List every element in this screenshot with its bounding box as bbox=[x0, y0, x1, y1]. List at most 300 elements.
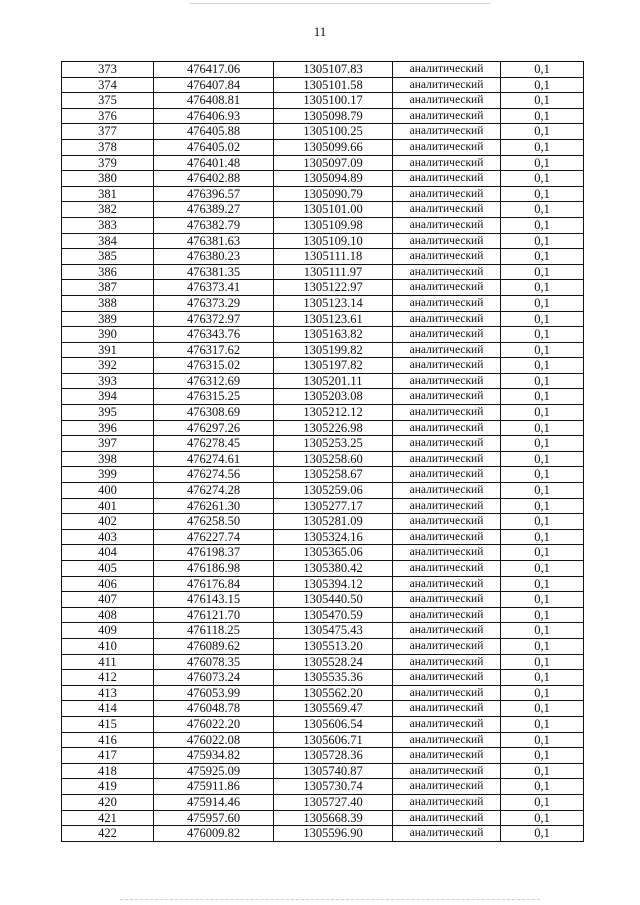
point-number-cell: 375 bbox=[62, 93, 154, 109]
accuracy-cell: 0,1 bbox=[501, 249, 584, 265]
method-cell: аналитический bbox=[393, 264, 501, 280]
accuracy-cell: 0,1 bbox=[501, 389, 584, 405]
method-cell: аналитический bbox=[393, 77, 501, 93]
scan-bottom-edge-line bbox=[120, 899, 540, 900]
table-row bbox=[62, 638, 584, 654]
y-coordinate-cell: 1305111.97 bbox=[274, 264, 393, 280]
table-row bbox=[62, 124, 584, 140]
point-number-cell: 387 bbox=[62, 280, 154, 296]
method-cell: аналитический bbox=[393, 108, 501, 124]
method-cell: аналитический bbox=[393, 498, 501, 514]
point-number-cell: 382 bbox=[62, 202, 154, 218]
method-cell: аналитический bbox=[393, 124, 501, 140]
method-cell: аналитический bbox=[393, 514, 501, 530]
method-cell: аналитический bbox=[393, 436, 501, 452]
table-row bbox=[62, 654, 584, 670]
table-row bbox=[62, 436, 584, 452]
table-row bbox=[62, 498, 584, 514]
y-coordinate-cell: 1305730.74 bbox=[274, 779, 393, 795]
table-row bbox=[62, 77, 584, 93]
y-coordinate-cell: 1305109.98 bbox=[274, 217, 393, 233]
x-coordinate-cell: 475925.09 bbox=[154, 763, 274, 779]
x-coordinate-cell: 476274.61 bbox=[154, 451, 274, 467]
accuracy-cell: 0,1 bbox=[501, 186, 584, 202]
method-cell: аналитический bbox=[393, 295, 501, 311]
table-row bbox=[62, 186, 584, 202]
accuracy-cell: 0,1 bbox=[501, 716, 584, 732]
method-cell: аналитический bbox=[393, 826, 501, 842]
table-row bbox=[62, 233, 584, 249]
y-coordinate-cell: 1305100.25 bbox=[274, 124, 393, 140]
y-coordinate-cell: 1305562.20 bbox=[274, 685, 393, 701]
x-coordinate-cell: 475914.46 bbox=[154, 794, 274, 810]
x-coordinate-cell: 476308.69 bbox=[154, 405, 274, 421]
table-row bbox=[62, 670, 584, 686]
x-coordinate-cell: 476118.25 bbox=[154, 623, 274, 639]
accuracy-cell: 0,1 bbox=[501, 654, 584, 670]
method-cell: аналитический bbox=[393, 155, 501, 171]
table-row bbox=[62, 373, 584, 389]
x-coordinate-cell: 476186.98 bbox=[154, 561, 274, 577]
table-row bbox=[62, 763, 584, 779]
point-number-cell: 412 bbox=[62, 670, 154, 686]
x-coordinate-cell: 476022.20 bbox=[154, 716, 274, 732]
accuracy-cell: 0,1 bbox=[501, 280, 584, 296]
point-number-cell: 409 bbox=[62, 623, 154, 639]
accuracy-cell: 0,1 bbox=[501, 748, 584, 764]
point-number-cell: 397 bbox=[62, 436, 154, 452]
x-coordinate-cell: 476198.37 bbox=[154, 545, 274, 561]
accuracy-cell: 0,1 bbox=[501, 576, 584, 592]
table-row bbox=[62, 217, 584, 233]
x-coordinate-cell: 476405.02 bbox=[154, 139, 274, 155]
y-coordinate-cell: 1305259.06 bbox=[274, 483, 393, 499]
method-cell: аналитический bbox=[393, 405, 501, 421]
table-row bbox=[62, 264, 584, 280]
point-number-cell: 392 bbox=[62, 358, 154, 374]
method-cell: аналитический bbox=[393, 732, 501, 748]
method-cell: аналитический bbox=[393, 763, 501, 779]
table-row bbox=[62, 826, 584, 842]
y-coordinate-cell: 1305740.87 bbox=[274, 763, 393, 779]
point-number-cell: 421 bbox=[62, 810, 154, 826]
accuracy-cell: 0,1 bbox=[501, 295, 584, 311]
point-number-cell: 395 bbox=[62, 405, 154, 421]
x-coordinate-cell: 476274.56 bbox=[154, 467, 274, 483]
x-coordinate-cell: 476053.99 bbox=[154, 685, 274, 701]
point-number-cell: 410 bbox=[62, 638, 154, 654]
x-coordinate-cell: 476121.70 bbox=[154, 607, 274, 623]
table-row bbox=[62, 62, 584, 78]
x-coordinate-cell: 475911.86 bbox=[154, 779, 274, 795]
y-coordinate-cell: 1305606.71 bbox=[274, 732, 393, 748]
y-coordinate-cell: 1305394.12 bbox=[274, 576, 393, 592]
method-cell: аналитический bbox=[393, 451, 501, 467]
table-row bbox=[62, 155, 584, 171]
accuracy-cell: 0,1 bbox=[501, 233, 584, 249]
y-coordinate-cell: 1305727.40 bbox=[274, 794, 393, 810]
x-coordinate-cell: 476009.82 bbox=[154, 826, 274, 842]
accuracy-cell: 0,1 bbox=[501, 561, 584, 577]
y-coordinate-cell: 1305123.61 bbox=[274, 311, 393, 327]
y-coordinate-cell: 1305099.66 bbox=[274, 139, 393, 155]
y-coordinate-cell: 1305513.20 bbox=[274, 638, 393, 654]
accuracy-cell: 0,1 bbox=[501, 155, 584, 171]
point-number-cell: 393 bbox=[62, 373, 154, 389]
accuracy-cell: 0,1 bbox=[501, 139, 584, 155]
point-number-cell: 407 bbox=[62, 592, 154, 608]
y-coordinate-cell: 1305606.54 bbox=[274, 716, 393, 732]
accuracy-cell: 0,1 bbox=[501, 701, 584, 717]
accuracy-cell: 0,1 bbox=[501, 467, 584, 483]
point-number-cell: 419 bbox=[62, 779, 154, 795]
method-cell: аналитический bbox=[393, 638, 501, 654]
accuracy-cell: 0,1 bbox=[501, 373, 584, 389]
y-coordinate-cell: 1305090.79 bbox=[274, 186, 393, 202]
table-row bbox=[62, 576, 584, 592]
point-number-cell: 374 bbox=[62, 77, 154, 93]
accuracy-cell: 0,1 bbox=[501, 327, 584, 343]
accuracy-cell: 0,1 bbox=[501, 342, 584, 358]
method-cell: аналитический bbox=[393, 233, 501, 249]
x-coordinate-cell: 476227.74 bbox=[154, 529, 274, 545]
y-coordinate-cell: 1305201.11 bbox=[274, 373, 393, 389]
point-number-cell: 400 bbox=[62, 483, 154, 499]
y-coordinate-cell: 1305123.14 bbox=[274, 295, 393, 311]
x-coordinate-cell: 476405.88 bbox=[154, 124, 274, 140]
y-coordinate-cell: 1305094.89 bbox=[274, 171, 393, 187]
y-coordinate-cell: 1305098.79 bbox=[274, 108, 393, 124]
x-coordinate-cell: 476401.48 bbox=[154, 155, 274, 171]
y-coordinate-cell: 1305101.00 bbox=[274, 202, 393, 218]
table-row bbox=[62, 249, 584, 265]
accuracy-cell: 0,1 bbox=[501, 607, 584, 623]
point-number-cell: 418 bbox=[62, 763, 154, 779]
x-coordinate-cell: 476261.30 bbox=[154, 498, 274, 514]
accuracy-cell: 0,1 bbox=[501, 670, 584, 686]
point-number-cell: 378 bbox=[62, 139, 154, 155]
accuracy-cell: 0,1 bbox=[501, 810, 584, 826]
point-number-cell: 381 bbox=[62, 186, 154, 202]
accuracy-cell: 0,1 bbox=[501, 264, 584, 280]
accuracy-cell: 0,1 bbox=[501, 826, 584, 842]
table-row bbox=[62, 685, 584, 701]
x-coordinate-cell: 476315.02 bbox=[154, 358, 274, 374]
x-coordinate-cell: 476402.88 bbox=[154, 171, 274, 187]
point-number-cell: 396 bbox=[62, 420, 154, 436]
method-cell: аналитический bbox=[393, 373, 501, 389]
y-coordinate-cell: 1305199.82 bbox=[274, 342, 393, 358]
table-row bbox=[62, 295, 584, 311]
table-row bbox=[62, 794, 584, 810]
table-row bbox=[62, 327, 584, 343]
method-cell: аналитический bbox=[393, 794, 501, 810]
table-row bbox=[62, 311, 584, 327]
method-cell: аналитический bbox=[393, 529, 501, 545]
method-cell: аналитический bbox=[393, 779, 501, 795]
method-cell: аналитический bbox=[393, 342, 501, 358]
y-coordinate-cell: 1305111.18 bbox=[274, 249, 393, 265]
method-cell: аналитический bbox=[393, 467, 501, 483]
method-cell: аналитический bbox=[393, 545, 501, 561]
x-coordinate-cell: 476407.84 bbox=[154, 77, 274, 93]
accuracy-cell: 0,1 bbox=[501, 498, 584, 514]
y-coordinate-cell: 1305122.97 bbox=[274, 280, 393, 296]
point-number-cell: 386 bbox=[62, 264, 154, 280]
point-number-cell: 403 bbox=[62, 529, 154, 545]
y-coordinate-cell: 1305440.50 bbox=[274, 592, 393, 608]
table-row bbox=[62, 467, 584, 483]
accuracy-cell: 0,1 bbox=[501, 623, 584, 639]
point-number-cell: 376 bbox=[62, 108, 154, 124]
accuracy-cell: 0,1 bbox=[501, 732, 584, 748]
accuracy-cell: 0,1 bbox=[501, 405, 584, 421]
accuracy-cell: 0,1 bbox=[501, 529, 584, 545]
x-coordinate-cell: 476176.84 bbox=[154, 576, 274, 592]
method-cell: аналитический bbox=[393, 670, 501, 686]
accuracy-cell: 0,1 bbox=[501, 420, 584, 436]
point-number-cell: 422 bbox=[62, 826, 154, 842]
table-row bbox=[62, 623, 584, 639]
y-coordinate-cell: 1305212.12 bbox=[274, 405, 393, 421]
accuracy-cell: 0,1 bbox=[501, 451, 584, 467]
y-coordinate-cell: 1305101.58 bbox=[274, 77, 393, 93]
point-number-cell: 415 bbox=[62, 716, 154, 732]
x-coordinate-cell: 476408.81 bbox=[154, 93, 274, 109]
y-coordinate-cell: 1305528.24 bbox=[274, 654, 393, 670]
point-number-cell: 373 bbox=[62, 62, 154, 78]
method-cell: аналитический bbox=[393, 654, 501, 670]
method-cell: аналитический bbox=[393, 592, 501, 608]
method-cell: аналитический bbox=[393, 685, 501, 701]
point-number-cell: 414 bbox=[62, 701, 154, 717]
x-coordinate-cell: 476317.62 bbox=[154, 342, 274, 358]
table-row bbox=[62, 280, 584, 296]
table-row bbox=[62, 389, 584, 405]
y-coordinate-cell: 1305569.47 bbox=[274, 701, 393, 717]
method-cell: аналитический bbox=[393, 420, 501, 436]
y-coordinate-cell: 1305668.39 bbox=[274, 810, 393, 826]
y-coordinate-cell: 1305728.36 bbox=[274, 748, 393, 764]
x-coordinate-cell: 476381.63 bbox=[154, 233, 274, 249]
method-cell: аналитический bbox=[393, 139, 501, 155]
point-number-cell: 398 bbox=[62, 451, 154, 467]
x-coordinate-cell: 476073.24 bbox=[154, 670, 274, 686]
y-coordinate-cell: 1305203.08 bbox=[274, 389, 393, 405]
scan-top-edge-line bbox=[190, 3, 490, 4]
page-number: 11 bbox=[313, 24, 327, 39]
table-row bbox=[62, 342, 584, 358]
x-coordinate-cell: 476406.93 bbox=[154, 108, 274, 124]
point-number-cell: 408 bbox=[62, 607, 154, 623]
accuracy-cell: 0,1 bbox=[501, 202, 584, 218]
table-row bbox=[62, 561, 584, 577]
accuracy-cell: 0,1 bbox=[501, 483, 584, 499]
method-cell: аналитический bbox=[393, 810, 501, 826]
y-coordinate-cell: 1305281.09 bbox=[274, 514, 393, 530]
method-cell: аналитический bbox=[393, 748, 501, 764]
table-row bbox=[62, 358, 584, 374]
point-number-cell: 404 bbox=[62, 545, 154, 561]
y-coordinate-cell: 1305253.25 bbox=[274, 436, 393, 452]
x-coordinate-cell: 476278.45 bbox=[154, 436, 274, 452]
y-coordinate-cell: 1305258.67 bbox=[274, 467, 393, 483]
table-row bbox=[62, 483, 584, 499]
x-coordinate-cell: 476382.79 bbox=[154, 217, 274, 233]
table-row bbox=[62, 405, 584, 421]
x-coordinate-cell: 476343.76 bbox=[154, 327, 274, 343]
table-row bbox=[62, 139, 584, 155]
accuracy-cell: 0,1 bbox=[501, 62, 584, 78]
y-coordinate-cell: 1305107.83 bbox=[274, 62, 393, 78]
method-cell: аналитический bbox=[393, 483, 501, 499]
x-coordinate-cell: 476380.23 bbox=[154, 249, 274, 265]
x-coordinate-cell: 476396.57 bbox=[154, 186, 274, 202]
table-row bbox=[62, 202, 584, 218]
accuracy-cell: 0,1 bbox=[501, 545, 584, 561]
point-number-cell: 384 bbox=[62, 233, 154, 249]
method-cell: аналитический bbox=[393, 327, 501, 343]
x-coordinate-cell: 476389.27 bbox=[154, 202, 274, 218]
y-coordinate-cell: 1305258.60 bbox=[274, 451, 393, 467]
y-coordinate-cell: 1305097.09 bbox=[274, 155, 393, 171]
y-coordinate-cell: 1305324.16 bbox=[274, 529, 393, 545]
table-row bbox=[62, 779, 584, 795]
point-number-cell: 413 bbox=[62, 685, 154, 701]
method-cell: аналитический bbox=[393, 716, 501, 732]
method-cell: аналитический bbox=[393, 576, 501, 592]
point-number-cell: 417 bbox=[62, 748, 154, 764]
x-coordinate-cell: 476048.78 bbox=[154, 701, 274, 717]
table-row bbox=[62, 592, 584, 608]
x-coordinate-cell: 476417.06 bbox=[154, 62, 274, 78]
table-row bbox=[62, 171, 584, 187]
table-row bbox=[62, 451, 584, 467]
accuracy-cell: 0,1 bbox=[501, 77, 584, 93]
method-cell: аналитический bbox=[393, 280, 501, 296]
coordinates-table bbox=[61, 61, 584, 842]
point-number-cell: 380 bbox=[62, 171, 154, 187]
x-coordinate-cell: 476312.69 bbox=[154, 373, 274, 389]
point-number-cell: 388 bbox=[62, 295, 154, 311]
x-coordinate-cell: 476373.41 bbox=[154, 280, 274, 296]
accuracy-cell: 0,1 bbox=[501, 514, 584, 530]
point-number-cell: 401 bbox=[62, 498, 154, 514]
table-row bbox=[62, 732, 584, 748]
table-row bbox=[62, 748, 584, 764]
method-cell: аналитический bbox=[393, 623, 501, 639]
method-cell: аналитический bbox=[393, 607, 501, 623]
accuracy-cell: 0,1 bbox=[501, 93, 584, 109]
accuracy-cell: 0,1 bbox=[501, 779, 584, 795]
method-cell: аналитический bbox=[393, 217, 501, 233]
y-coordinate-cell: 1305277.17 bbox=[274, 498, 393, 514]
accuracy-cell: 0,1 bbox=[501, 794, 584, 810]
table-row bbox=[62, 545, 584, 561]
method-cell: аналитический bbox=[393, 249, 501, 265]
accuracy-cell: 0,1 bbox=[501, 436, 584, 452]
method-cell: аналитический bbox=[393, 93, 501, 109]
accuracy-cell: 0,1 bbox=[501, 358, 584, 374]
x-coordinate-cell: 476274.28 bbox=[154, 483, 274, 499]
method-cell: аналитический bbox=[393, 358, 501, 374]
y-coordinate-cell: 1305109.10 bbox=[274, 233, 393, 249]
point-number-cell: 406 bbox=[62, 576, 154, 592]
accuracy-cell: 0,1 bbox=[501, 124, 584, 140]
method-cell: аналитический bbox=[393, 62, 501, 78]
y-coordinate-cell: 1305226.98 bbox=[274, 420, 393, 436]
accuracy-cell: 0,1 bbox=[501, 217, 584, 233]
point-number-cell: 379 bbox=[62, 155, 154, 171]
method-cell: аналитический bbox=[393, 561, 501, 577]
y-coordinate-cell: 1305535.36 bbox=[274, 670, 393, 686]
table-row bbox=[62, 529, 584, 545]
point-number-cell: 390 bbox=[62, 327, 154, 343]
table-row bbox=[62, 607, 584, 623]
y-coordinate-cell: 1305163.82 bbox=[274, 327, 393, 343]
x-coordinate-cell: 476297.26 bbox=[154, 420, 274, 436]
point-number-cell: 385 bbox=[62, 249, 154, 265]
x-coordinate-cell: 476143.15 bbox=[154, 592, 274, 608]
method-cell: аналитический bbox=[393, 389, 501, 405]
table-row bbox=[62, 701, 584, 717]
table-row bbox=[62, 514, 584, 530]
table-row bbox=[62, 108, 584, 124]
x-coordinate-cell: 476315.25 bbox=[154, 389, 274, 405]
point-number-cell: 399 bbox=[62, 467, 154, 483]
point-number-cell: 405 bbox=[62, 561, 154, 577]
accuracy-cell: 0,1 bbox=[501, 763, 584, 779]
table-row bbox=[62, 716, 584, 732]
accuracy-cell: 0,1 bbox=[501, 171, 584, 187]
y-coordinate-cell: 1305197.82 bbox=[274, 358, 393, 374]
accuracy-cell: 0,1 bbox=[501, 685, 584, 701]
point-number-cell: 420 bbox=[62, 794, 154, 810]
point-number-cell: 394 bbox=[62, 389, 154, 405]
accuracy-cell: 0,1 bbox=[501, 592, 584, 608]
y-coordinate-cell: 1305380.42 bbox=[274, 561, 393, 577]
method-cell: аналитический bbox=[393, 701, 501, 717]
accuracy-cell: 0,1 bbox=[501, 311, 584, 327]
table-row bbox=[62, 93, 584, 109]
point-number-cell: 411 bbox=[62, 654, 154, 670]
point-number-cell: 383 bbox=[62, 217, 154, 233]
x-coordinate-cell: 476258.50 bbox=[154, 514, 274, 530]
y-coordinate-cell: 1305470.59 bbox=[274, 607, 393, 623]
point-number-cell: 391 bbox=[62, 342, 154, 358]
y-coordinate-cell: 1305475.43 bbox=[274, 623, 393, 639]
x-coordinate-cell: 475934.82 bbox=[154, 748, 274, 764]
method-cell: аналитический bbox=[393, 171, 501, 187]
x-coordinate-cell: 476089.62 bbox=[154, 638, 274, 654]
accuracy-cell: 0,1 bbox=[501, 108, 584, 124]
x-coordinate-cell: 476022.08 bbox=[154, 732, 274, 748]
table-row bbox=[62, 810, 584, 826]
x-coordinate-cell: 476078.35 bbox=[154, 654, 274, 670]
point-number-cell: 416 bbox=[62, 732, 154, 748]
method-cell: аналитический bbox=[393, 311, 501, 327]
point-number-cell: 377 bbox=[62, 124, 154, 140]
coordinates-table-body bbox=[62, 62, 584, 842]
x-coordinate-cell: 475957.60 bbox=[154, 810, 274, 826]
x-coordinate-cell: 476372.97 bbox=[154, 311, 274, 327]
y-coordinate-cell: 1305596.90 bbox=[274, 826, 393, 842]
table-row bbox=[62, 420, 584, 436]
x-coordinate-cell: 476373.29 bbox=[154, 295, 274, 311]
point-number-cell: 402 bbox=[62, 514, 154, 530]
accuracy-cell: 0,1 bbox=[501, 638, 584, 654]
y-coordinate-cell: 1305365.06 bbox=[274, 545, 393, 561]
